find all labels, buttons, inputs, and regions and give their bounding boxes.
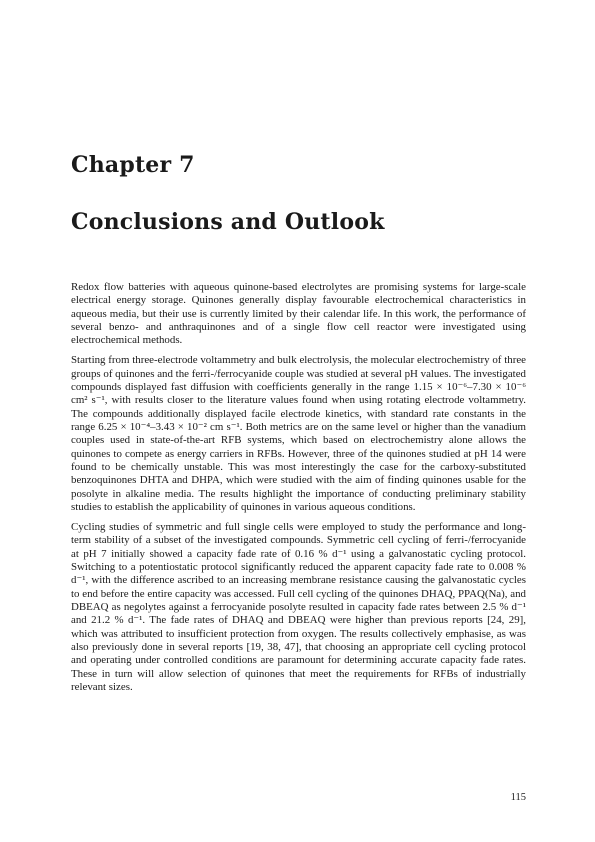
body-text [71, 281, 526, 701]
page-number: 115 [510, 792, 526, 803]
paragraph: Starting from three-electrode voltammetry and bulk electrolysis, the molecular electrochemistry of three groups of quinones and the ferri-/ferrocyanide couple was studied at several pH values. The investigated compounds displayed fast diffusion with coefficients generally in the range 1.15 × 10⁻⁶–7.30 × 10⁻⁶ cm² s⁻¹, with results closer to the literature values found when using rotating electrode voltammetry. The compounds additionally displayed facile electrode kinetics, with standard rate constants in the range 6.25 × 10⁻⁴–3.43 × 10⁻² cm s⁻¹. Both metrics are on the same level or higher than the vanadium couples used in state-of-the-art RFB systems, which based on electrochemistry alone allows the quinones to compete as energy carriers in RFBs. However, three of the quinones studied at pH 14 were found to be chemically unstable. This was most interestingly the case for the carboxy-substituted benzoquinones DHTA and DHPA, which were studied with the aim of finding quinones usable for the posolyte in alkaline media. The results highlight the importance of conducting preliminary stability studies to establish the applicability of quinones in various aqueous conditions. [71, 354, 526, 513]
paragraph: Cycling studies of symmetric and full single cells were employed to study the performance and long-term stability of a subset of the investigated compounds. Symmetric cell cycling of ferri-/ferrocyanide at pH 7 initially showed a capacity fade rate of 0.16 % d⁻¹ using a galvanostatic cycling protocol. Switching to a potentiostatic protocol significantly reduced the apparent capacity fade rate to 0.008 % d⁻¹, with the difference ascribed to an increasing membrane resistance causing the galvanostatic cycles to end before the entire capacity was accessed. Full cell cycling of the quinones DHAQ, PPAQ(Na), and DBEAQ as negolytes against a ferrocyanide posolyte resulted in capacity fade rates between 2.5 % d⁻¹ and 21.2 % d⁻¹. The fade rates of DHAQ and DBEAQ were higher than previous reports [24, 29], which was attributed to insufficient protection from oxygen. The results collectively emphasise, as was also previously done in several reports [19, 38, 47], that choosing an appropriate cell cycling protocol and operating under controlled conditions are paramount for determining accurate capacity fade rates. These in turn will allow selection of quinones that meet the requirements for RFBs of industrially relevant sizes. [71, 520, 526, 693]
chapter-label: Chapter 7 [71, 152, 195, 178]
chapter-title: Conclusions and Outlook [71, 209, 385, 235]
paragraph: Redox flow batteries with aqueous quinone-based electrolytes are promising systems for large-scale electrical energy storage. Quinones generally display favourable electrochemical characteristics in aqueous media, but their use is currently limited by their calendar life. In this work, the performance of several benzo- and anthraquinones and of a single flow cell reactor were investigated using electrochemical methods. [71, 281, 526, 347]
